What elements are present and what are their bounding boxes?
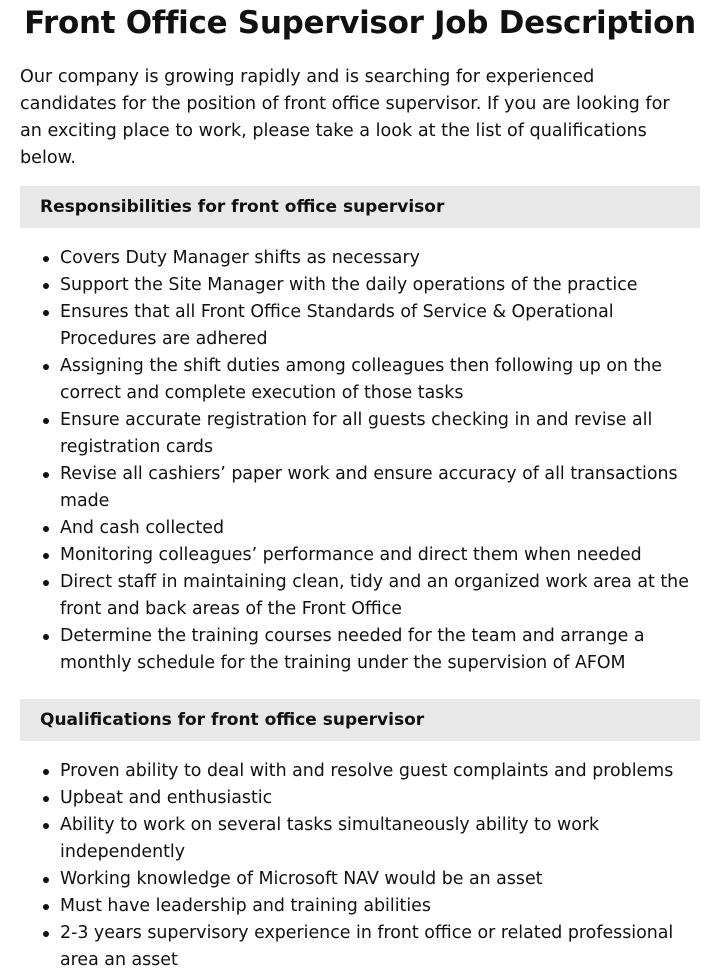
list-item: Ensure accurate registration for all guests checking in and revise all registration cards bbox=[60, 407, 700, 461]
qualifications-heading: Qualifications for front office supervisor bbox=[20, 699, 700, 741]
list-item: Must have leadership and training abilities bbox=[60, 893, 700, 920]
list-item: 2-3 years supervisory experience in front office or related professional area an asset bbox=[60, 920, 700, 974]
qualifications-list bbox=[20, 758, 700, 974]
list-item: Upbeat and enthusiastic bbox=[60, 785, 700, 812]
list-item: Determine the training courses needed for the team and arrange a monthly schedule for the training under the supervision of AFOM bbox=[60, 623, 700, 677]
list-item: Proven ability to deal with and resolve guest complaints and problems bbox=[60, 758, 700, 785]
list-item: Revise all cashiers’ paper work and ensure accuracy of all transactions made bbox=[60, 461, 700, 515]
list-item: Monitoring colleagues’ performance and direct them when needed bbox=[60, 542, 700, 569]
list-item: Working knowledge of Microsoft NAV would be an asset bbox=[60, 866, 700, 893]
list-item: Support the Site Manager with the daily operations of the practice bbox=[60, 272, 700, 299]
list-item: Direct staff in maintaining clean, tidy and an organized work area at the front and back areas of the Front Office bbox=[60, 569, 700, 623]
list-item: And cash collected bbox=[60, 515, 700, 542]
list-item: Assigning the shift duties among colleagues then following up on the correct and complete execution of those tasks bbox=[60, 353, 700, 407]
list-item: Ability to work on several tasks simultaneously ability to work independently bbox=[60, 812, 700, 866]
list-item: Ensures that all Front Office Standards of Service & Operational Procedures are adhered bbox=[60, 299, 700, 353]
page-title: Front Office Supervisor Job Description bbox=[24, 5, 696, 41]
intro-paragraph: Our company is growing rapidly and is searching for experienced candidates for the position of front office supervisor. If you are looking for an exciting place to work, please take a look at the list of qualifications below. bbox=[20, 67, 670, 168]
list-item: Covers Duty Manager shifts as necessary bbox=[60, 245, 700, 272]
responsibilities-heading: Responsibilities for front office supervisor bbox=[20, 186, 700, 228]
responsibilities-list bbox=[20, 245, 700, 677]
